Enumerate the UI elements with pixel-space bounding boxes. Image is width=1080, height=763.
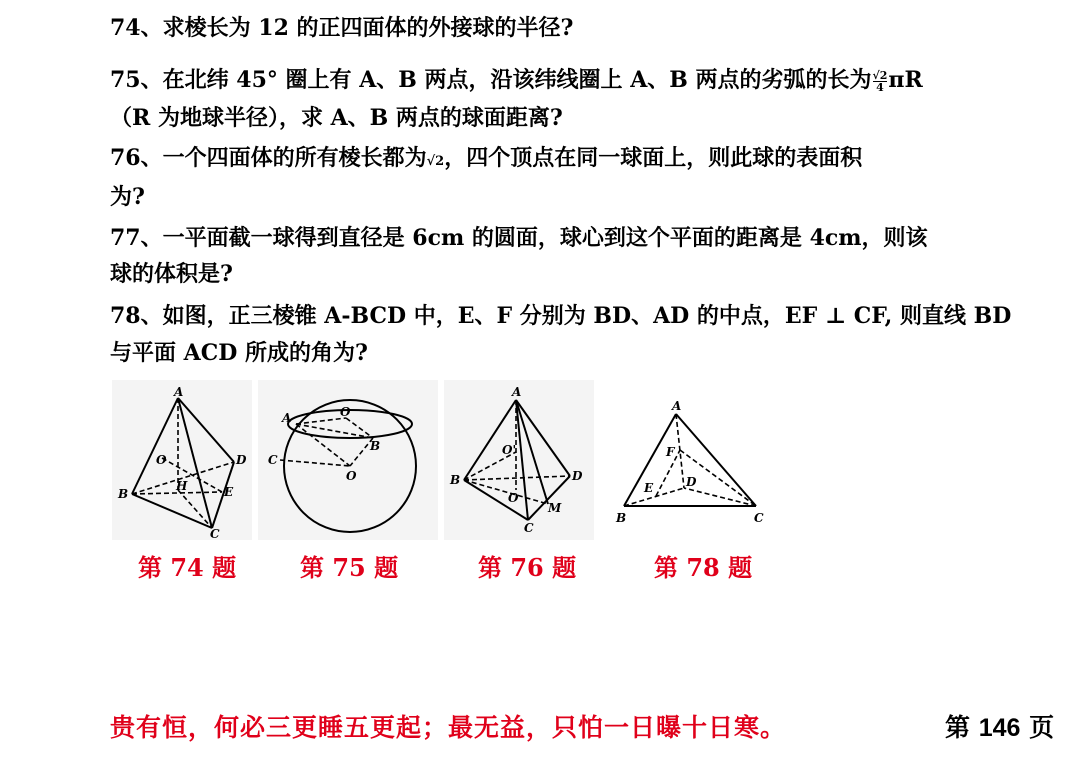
problem-75-line2: （R 为地球半径），求 A、B 两点的球面距离? [110, 105, 563, 131]
svg-text:D: D [572, 469, 583, 483]
svg-text:E: E [644, 481, 654, 495]
svg-text:C: C [754, 511, 764, 525]
svg-text:C: C [210, 527, 220, 540]
page-number-value: 146 [978, 714, 1021, 742]
caption-75: 第 75 题 [300, 553, 399, 582]
svg-text:O: O [508, 491, 519, 505]
svg-text:A: A [672, 399, 682, 413]
problem-75-line1 [110, 66, 923, 94]
svg-text:B: B [118, 487, 129, 501]
problem-75-pi-r: πR [888, 67, 923, 93]
svg-text:D: D [236, 453, 247, 467]
caption-74: 第 74 题 [138, 553, 237, 582]
svg-text:E: E [224, 485, 234, 499]
caption-76: 第 76 题 [478, 553, 577, 582]
svg-text:B: B [450, 473, 461, 487]
svg-text:C: C [524, 521, 534, 535]
problem-78-line1: 78、如图，正三棱锥 A-BCD 中，E、F 分别为 BD、AD 的中点，EF ⊥ CF, 则直线 BD [110, 303, 1012, 329]
problem-76-line1: 76、一个四面体的所有棱长都为√2，四个顶点在同一球面上，则此球的表面积 [110, 145, 863, 171]
problem-76-line2: 为? [110, 184, 145, 210]
figure-78 [612, 390, 772, 530]
problem-76-text: 76、一个四面体的所有棱长都为 [110, 145, 427, 171]
svg-text:O: O [156, 453, 167, 467]
svg-text:O: O [340, 405, 351, 419]
svg-text:H: H [176, 479, 188, 493]
fraction-sqrt2-over-4: $\frac{√2}{4}$ [872, 68, 888, 94]
caption-78: 第 78 题 [654, 553, 753, 582]
svg-text:O: O [346, 469, 357, 483]
svg-text:O': O' [502, 443, 517, 457]
svg-text:F: F [666, 445, 675, 459]
svg-text:A: A [512, 385, 522, 399]
figure-76 [444, 380, 594, 540]
problem-78-line2: 与平面 ACD 所成的角为? [110, 340, 368, 366]
svg-text:C: C [268, 453, 278, 467]
problem-74: 74、求棱长为 12 的正四面体的外接球的半径? [110, 15, 574, 41]
figure-74 [112, 380, 252, 540]
svg-text:D: D [686, 475, 697, 489]
svg-text:B: B [616, 511, 627, 525]
footer-quote: 贵有恒，何必三更睡五更起；最无益，只怕一日曝十日寒。 [110, 713, 787, 742]
problem-77-line2: 球的体积是? [110, 261, 233, 287]
fig74-label-a: A [174, 385, 184, 399]
problem-77-line1: 77、一平面截一球得到直径是 6cm 的圆面，球心到这个平面的距离是 4cm，则该 [110, 225, 928, 251]
sqrt2: √2 [426, 154, 445, 169]
svg-text:B: B [370, 439, 381, 453]
page-number: 第 146 页 [945, 713, 1055, 742]
svg-text:A: A [282, 411, 292, 425]
svg-text:M: M [548, 501, 562, 515]
problem-75-text: 75、在北纬 45° 圈上有 A、B 两点，沿该纬线圈上 A、B 两点的劣弧的长为 [110, 67, 872, 93]
figure-75 [258, 380, 438, 540]
